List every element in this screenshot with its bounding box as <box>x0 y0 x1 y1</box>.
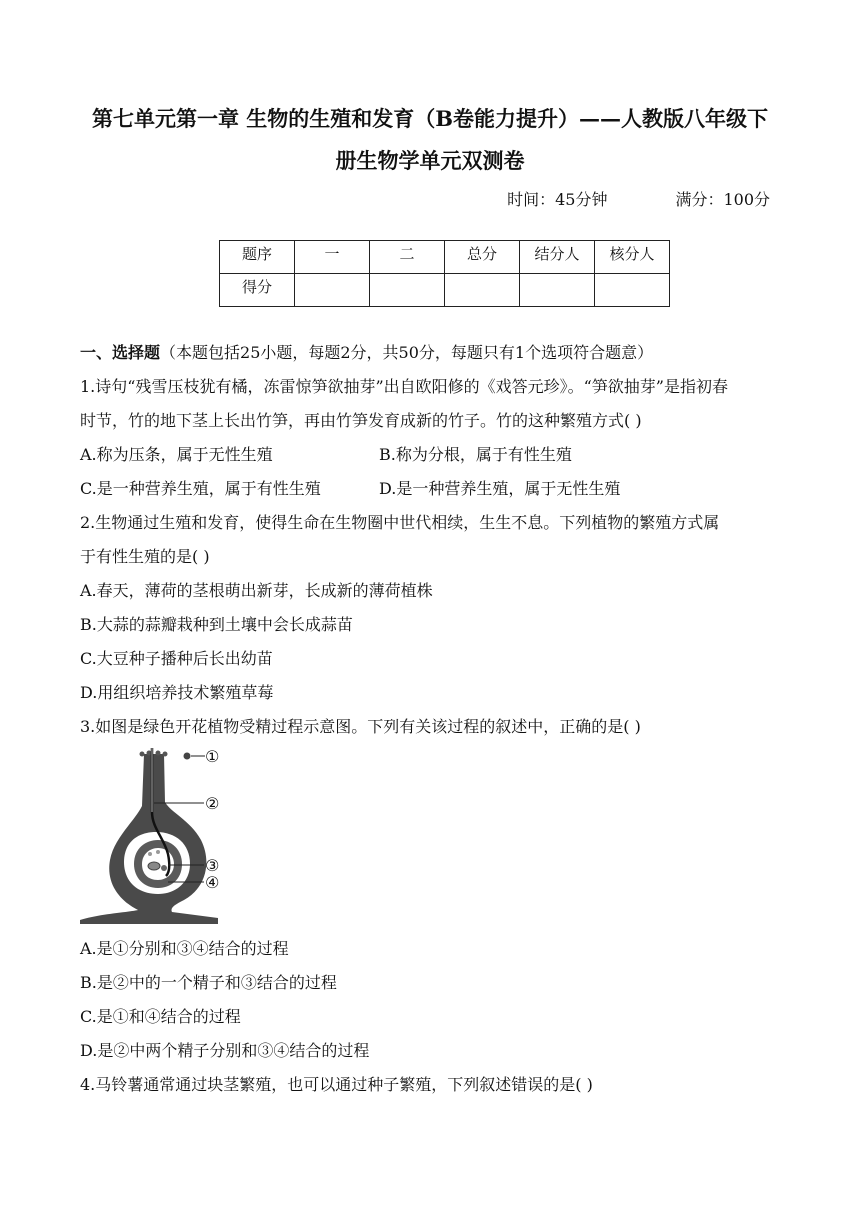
score-table-header-cell: 核分人 <box>595 241 670 274</box>
label-3: ③ <box>205 856 220 875</box>
exam-full-score: 满分：100分 <box>675 190 770 209</box>
q2-option-c: C.大豆种子播种后长出幼苗 <box>80 649 273 668</box>
q1-stem-line1: 1.诗句“残雪压枝犹有橘，冻雷惊笋欲抽芽”出自欧阳修的《戏答元珍》。“笋欲抽芽”是指初春 <box>80 377 728 396</box>
score-table-header-cell: 总分 <box>445 241 520 274</box>
q1-option-c: C.是一种营养生殖，属于有性生殖 <box>80 479 321 498</box>
q1-option-b: B.称为分根，属于有性生殖 <box>379 445 572 464</box>
q2-stem-line2: 于有性生殖的是( ) <box>80 547 210 566</box>
exam-time: 时间：45分钟 <box>507 190 608 209</box>
score-cell[interactable] <box>520 274 595 307</box>
synergid <box>156 850 160 854</box>
section-title: 一、选择题 <box>80 343 161 362</box>
score-table-header-cell: 一 <box>295 241 370 274</box>
section-heading <box>80 342 653 364</box>
q2-option-a: A.春天，薄荷的茎根萌出新芽，长成新的薄荷植株 <box>80 581 433 600</box>
q3-option-a: A.是①分别和③④结合的过程 <box>80 939 289 958</box>
q2-option-b: B.大蒜的蒜瓣栽种到土壤中会长成蒜苗 <box>80 615 353 634</box>
label-4: ④ <box>205 873 220 892</box>
label-2: ② <box>205 794 220 813</box>
q2-stem-line1: 2.生物通过生殖和发育，使得生命在生物圈中世代相续，生生不息。下列植物的繁殖方式属 <box>80 513 720 532</box>
label-1: ① <box>205 747 220 766</box>
stigma-dot <box>140 752 145 757</box>
pollen-grain <box>184 753 191 760</box>
score-table-header-row <box>220 241 670 274</box>
q1-option-a: A.称为压条，属于无性生殖 <box>80 445 273 464</box>
exam-meta <box>507 187 770 210</box>
polar-nuclei <box>148 862 160 870</box>
score-table-score-row <box>220 274 670 307</box>
score-cell[interactable] <box>595 274 670 307</box>
q2-option-d: D.用组织培养技术繁殖草莓 <box>80 683 274 702</box>
synergid <box>148 852 152 856</box>
q4-stem: 4.马铃薯通常通过块茎繁殖，也可以通过种子繁殖，下列叙述错误的是( ) <box>80 1075 593 1094</box>
score-table <box>219 240 670 307</box>
q3-option-d: D.是②中两个精子分别和③④结合的过程 <box>80 1041 370 1060</box>
q3-stem: 3.如图是绿色开花植物受精过程示意图。下列有关该过程的叙述中，正确的是( ) <box>80 717 641 736</box>
egg-cell <box>161 865 167 871</box>
document-title-line2: 册生物学单元双测卷 <box>335 148 525 173</box>
score-cell[interactable] <box>295 274 370 307</box>
section-note: （本题包括25小题，每题2分，共50分，每题只有1个选项符合题意） <box>160 343 654 362</box>
document-title-line1: 第七单元第一章 生物的生殖和发育（B卷能力提升）——人教版八年级下 <box>91 106 769 131</box>
fertilization-diagram <box>78 742 248 924</box>
score-cell[interactable] <box>370 274 445 307</box>
q1-option-d: D.是一种营养生殖，属于无性生殖 <box>379 479 621 498</box>
score-table-header-cell: 二 <box>370 241 445 274</box>
score-row-label: 得分 <box>220 274 295 307</box>
stigma-dot <box>163 752 168 757</box>
score-table-header-cell: 结分人 <box>520 241 595 274</box>
stigma-dot <box>156 751 161 756</box>
q3-option-c: C.是①和④结合的过程 <box>80 1007 241 1026</box>
q1-stem-line2: 时节，竹的地下茎上长出竹笋，再由竹笋发育成新的竹子。竹的这种繁殖方式( ) <box>80 411 642 430</box>
score-cell[interactable] <box>445 274 520 307</box>
q3-option-b: B.是②中的一个精子和③结合的过程 <box>80 973 337 992</box>
score-table-header-cell: 题序 <box>220 241 295 274</box>
